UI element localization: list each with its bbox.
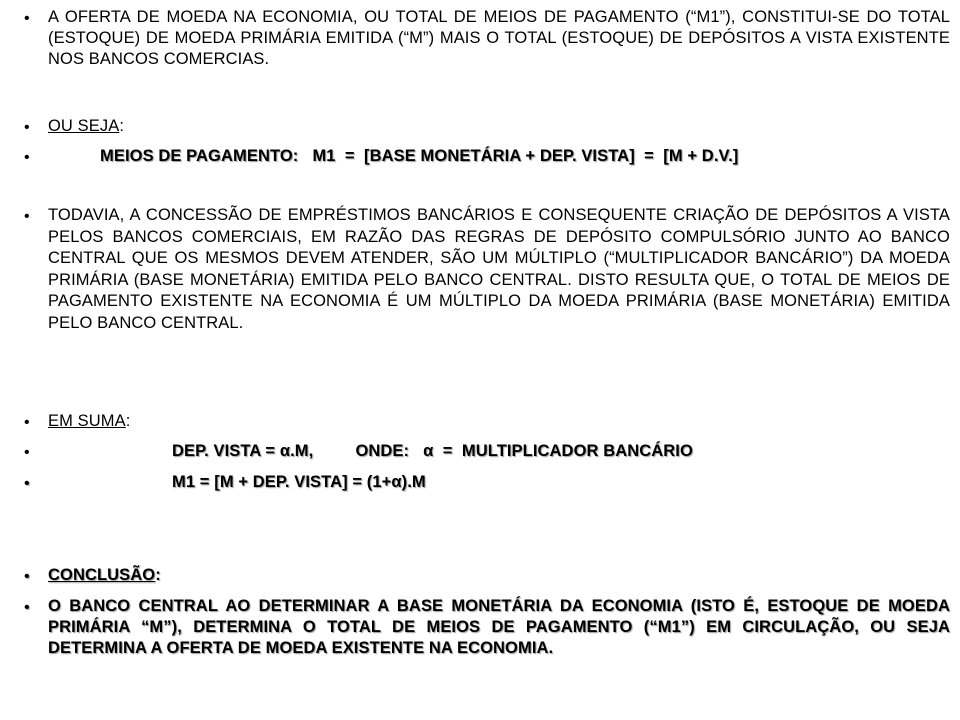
bullet-icon: • (24, 119, 30, 136)
bullet-icon: • (24, 10, 30, 27)
formula-dep-vista: DEP. VISTA = α.M, ONDE: α = MULTIPLICADOR BANCÁRIO (172, 442, 693, 460)
formula-m1: MEIOS DE PAGAMENTO: M1 = [BASE MONETÁRIA + DEP. VISTA] = [M + D.V.] (100, 147, 739, 165)
colon: : (125, 412, 131, 430)
label-ou-seja: OU SEJA (48, 117, 120, 135)
bullet-icon: • (24, 149, 30, 166)
bullet-icon: • (24, 568, 30, 585)
formula-m1-multiplier: M1 = [M + DEP. VISTA] = (1+α).M (172, 473, 426, 491)
bullet-icon: • (24, 475, 30, 492)
bullet-icon: • (24, 208, 30, 225)
label-conclusao: CONCLUSÃO (48, 566, 156, 584)
paragraph-todavia: TODAVIA, A CONCESSÃO DE EMPRÉSTIMOS BANCÁRIOS E CONSEQUENTE CRIAÇÃO DE DEPÓSITOS A VISTA PELOS BANCOS COMERCIAIS, EM RAZÃO DAS REGRAS DE DEPÓSITO COMPULSÓRIO JUNTO AO BANCO CENTRAL QUE OS MESMOS DEVEM ATENDER, SÃO UM MÚLTIPLO (“MULTIPLICADOR BANCÁRIO”) DA MOEDA PRIMÁRIA (BASE MONETÁRIA) EMITIDA PELO BANCO CENTRAL. DISTO RESULTA QUE, O TOTAL DE MEIOS DE PAGAMENTO EXISTENTE NA ECONOMIA É UM MÚLTIPLO DA MOEDA PRIMÁRIA (BASE MONETÁRIA) EMITIDA PELO BANCO CENTRAL. (48, 206, 950, 332)
colon: : (119, 117, 124, 135)
label-em-suma: EM SUMA (48, 412, 126, 430)
colon: : (155, 566, 161, 584)
bullet-icon: • (24, 444, 30, 461)
paragraph-money-supply: A OFERTA DE MOEDA NA ECONOMIA, OU TOTAL DE MEIOS DE PAGAMENTO (“M1”), CONSTITUI-SE DO TOTAL (ESTOQUE) DE MOEDA PRIMÁRIA EMITIDA (“M”) MAIS O TOTAL (ESTOQUE) DE DEPÓSITOS A VISTA EXISTENTE NOS BANCOS COMERCIAS. (48, 8, 950, 68)
paragraph-conclusion: O BANCO CENTRAL AO DETERMINAR A BASE MONETÁRIA DA ECONOMIA (ISTO É, ESTOQUE DE MOEDA PRIMÁRIA “M”), DETERMINA O TOTAL DE MEIOS DE PAGAMENTO (“M1”) EM CIRCULAÇÃO, OU SEJA DETERMINA A OFERTA DE MOEDA EXISTENTE NA ECONOMIA. (48, 597, 950, 657)
bullet-icon: • (24, 599, 30, 616)
bullet-icon: • (24, 414, 30, 431)
